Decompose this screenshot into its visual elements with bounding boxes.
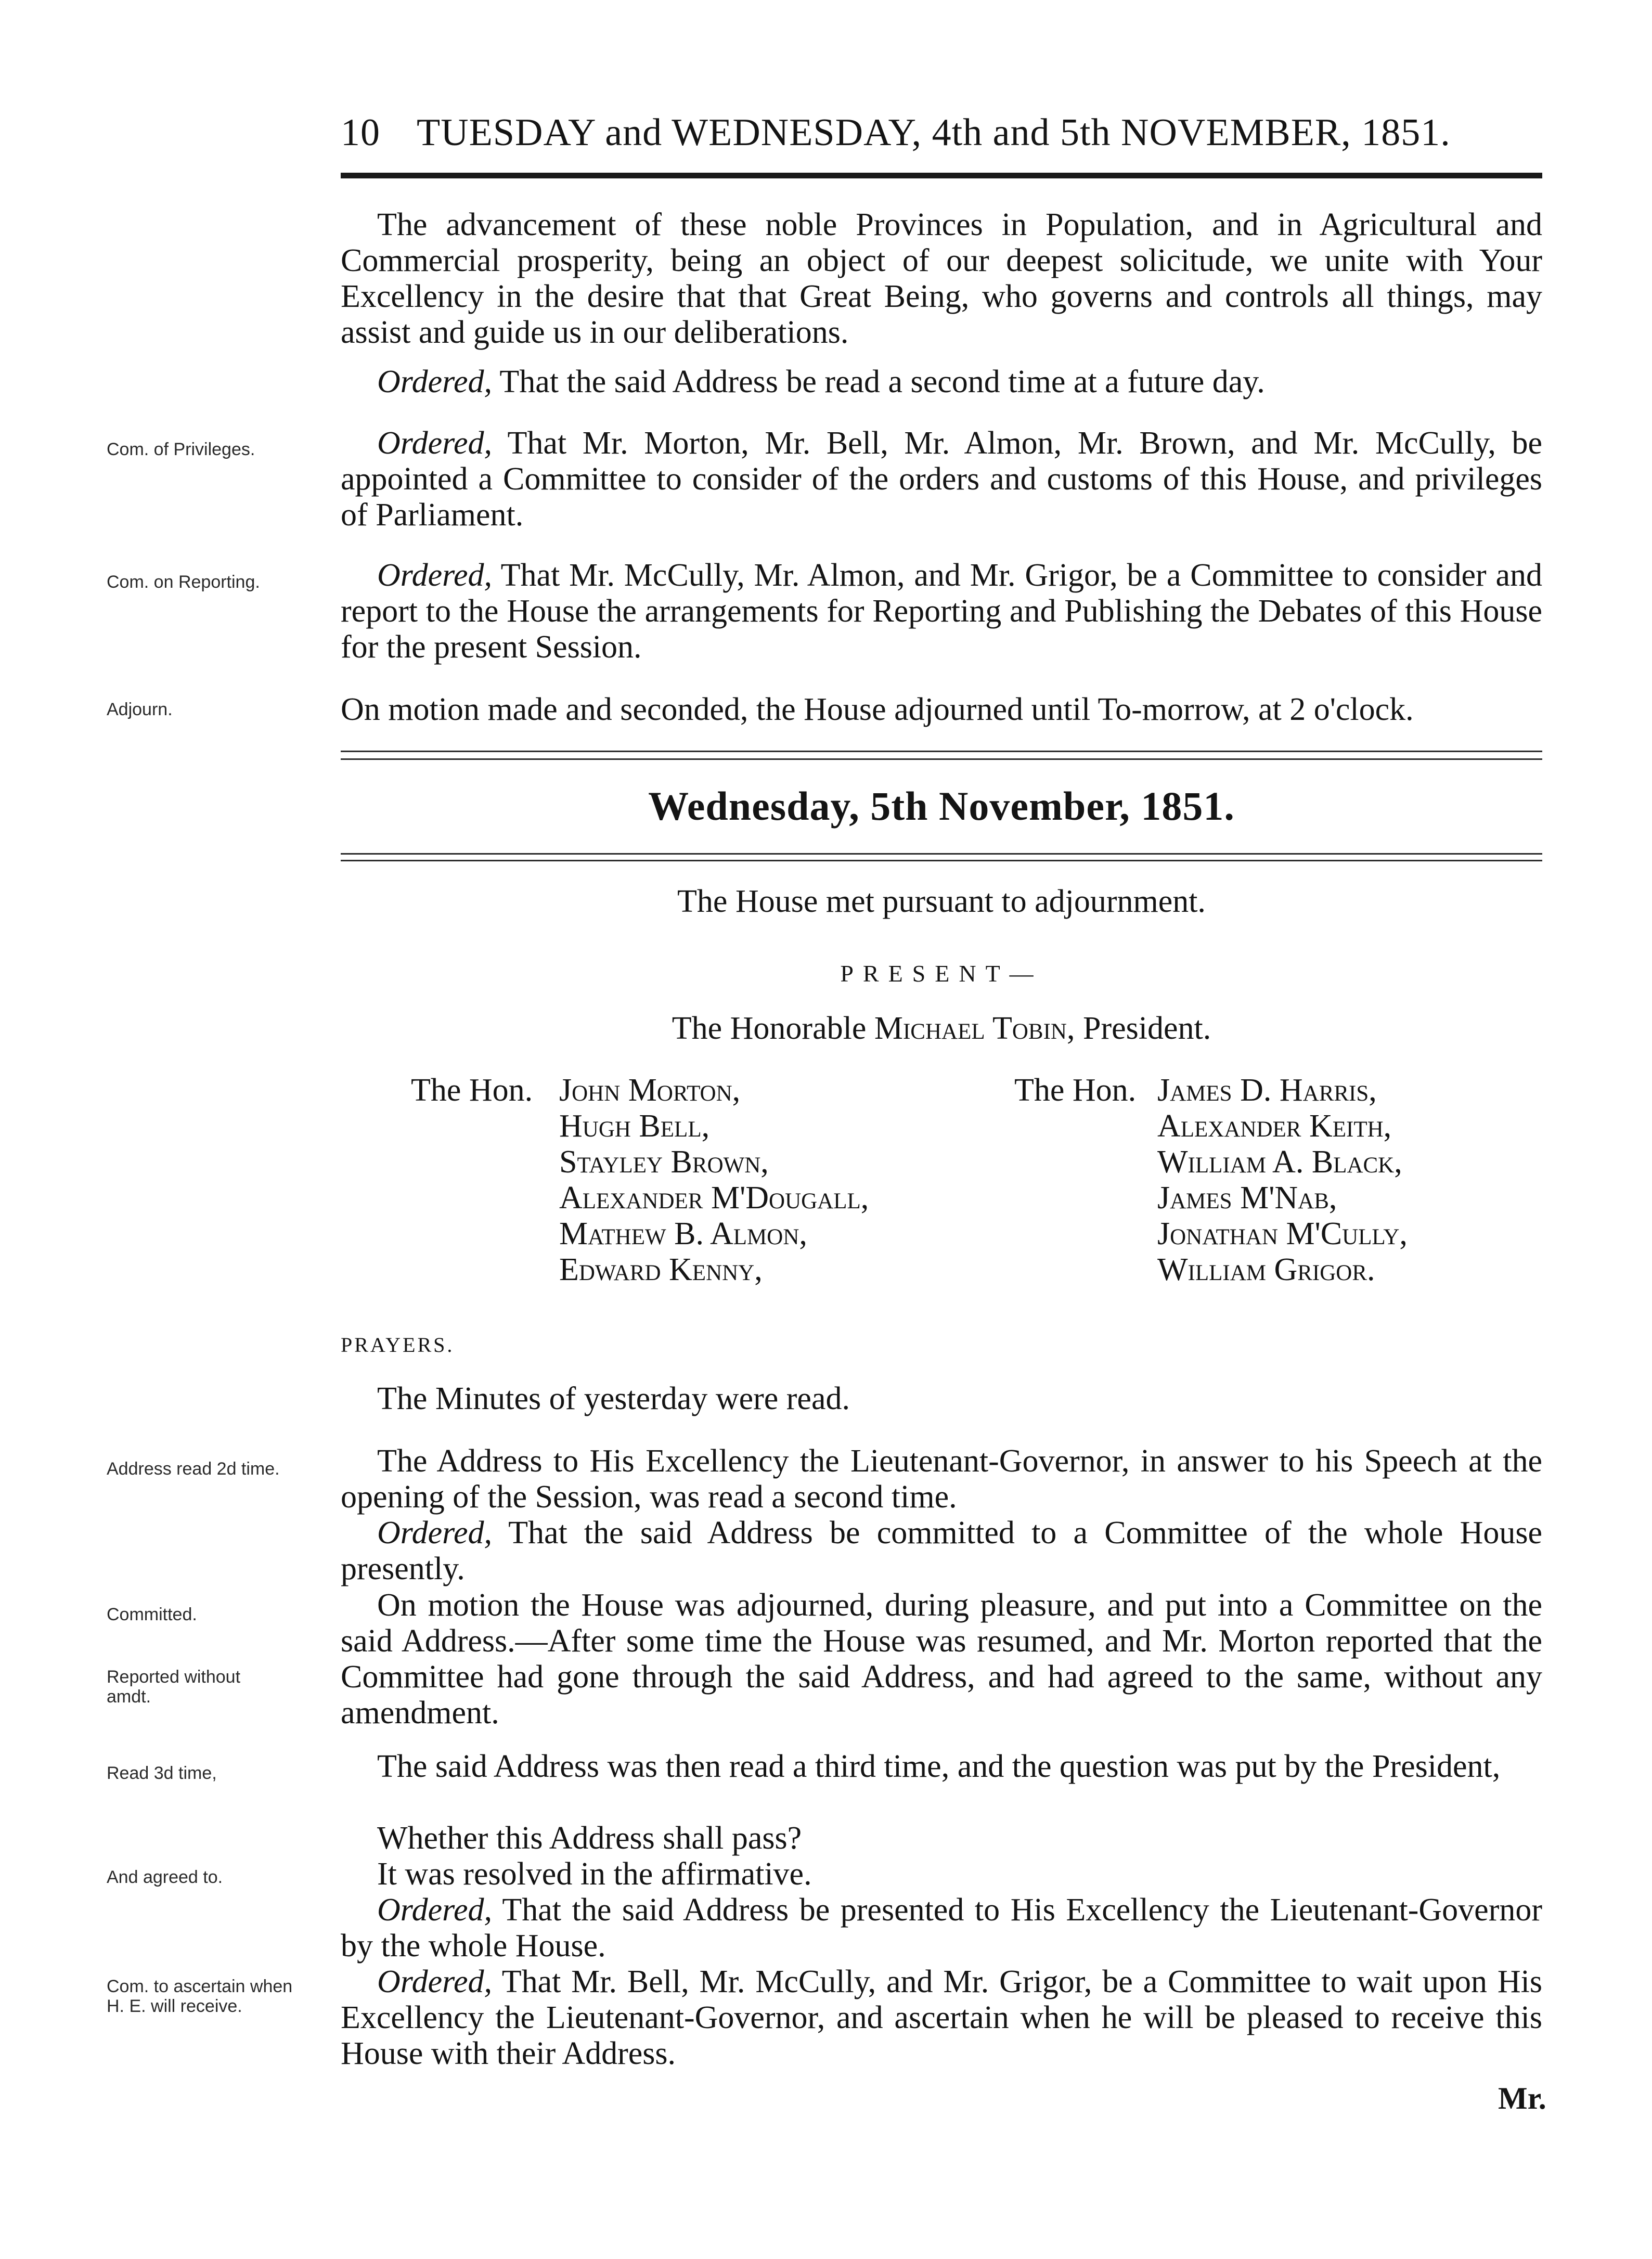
third-reading-paragraph: The said Address was then read a third time, and the question was put by the President,: [377, 1749, 1501, 1784]
header-rule: [341, 173, 1542, 178]
president-name: Michael Tobin: [874, 1011, 1067, 1046]
margin-note-reported: Reported without amdt.: [107, 1667, 241, 1707]
ordered-label: Ordered,: [377, 1964, 492, 1999]
member-name: Stayley Brown,: [559, 1144, 769, 1180]
house-met: The House met pursuant to adjournment.: [677, 884, 1206, 919]
page-number: 10: [341, 111, 380, 154]
divider-rule: [341, 758, 1542, 760]
member-name: James M'Nab,: [1157, 1180, 1337, 1216]
member-name: Alexander M'Dougall,: [559, 1180, 869, 1216]
margin-note-reporting: Com. on Reporting.: [107, 572, 260, 592]
header-title: TUESDAY and WEDNESDAY, 4th and 5th NOVEMBER, 1851.: [417, 111, 1451, 154]
adjourn-paragraph: On motion made and seconded, the House adjourned until To-morrow, at 2 o'clock.: [341, 692, 1414, 727]
opening-paragraph: The advancement of these noble Provinces in Population, and in Agricultural and Commercial prosperity, being an object of our deepest solicitude, we unite with Your Excellency in the desire that that Great Being, who governs and controls all things, may assist and guide us in our deliberations.: [341, 207, 1542, 350]
president-suffix: , President.: [1066, 1011, 1211, 1046]
member-name: James D. Harris,: [1157, 1073, 1377, 1108]
resolved-line: It was resolved in the affirmative.: [377, 1856, 812, 1892]
ordered-text: That the said Address be read a second time at a future day.: [492, 364, 1265, 399]
privileges-text: That Mr. Morton, Mr. Bell, Mr. Almon, Mr. Brown, and Mr. McCully, be appointed a Committee to consider of the orders and customs of this House, and privileges of Parliament.: [341, 425, 1542, 533]
divider-rule: [341, 853, 1542, 855]
margin-note-agreed: And agreed to.: [107, 1867, 223, 1887]
committed-order-text: That the said Address be committed to a Committee of the whole House presently.: [341, 1515, 1542, 1586]
running-header: [341, 104, 1542, 161]
ordered-second-reading: [341, 364, 1542, 400]
members-prefix-right: The Hon.: [1014, 1073, 1137, 1108]
margin-note-address-read: Address read 2d time.: [107, 1459, 280, 1479]
member-name: Hugh Bell,: [559, 1108, 710, 1144]
presented-order-paragraph: [341, 1892, 1542, 1964]
margin-note-committed: Committed.: [107, 1605, 197, 1624]
reporting-text: That Mr. McCully, Mr. Almon, and Mr. Grigor, be a Committee to consider and report to the House the arrangements for Reporting and Publishing the Debates of this House for the present Session.: [341, 558, 1542, 665]
reporting-paragraph: [341, 558, 1542, 665]
member-name: Alexander Keith,: [1157, 1108, 1392, 1144]
day-heading: Wednesday, 5th November, 1851.: [648, 783, 1235, 829]
member-name: William Grigor.: [1157, 1252, 1375, 1287]
prayers-label: PRAYERS.: [341, 1333, 455, 1357]
margin-note-third-reading: Read 3d time,: [107, 1763, 217, 1783]
member-name: Mathew B. Almon,: [559, 1216, 807, 1251]
divider-rule: [341, 860, 1542, 861]
ascertain-paragraph: [341, 1964, 1542, 2072]
committee-paragraph: On motion the House was adjourned, during pleasure, and put into a Committee on the said Address.—After some time the House was resumed, and Mr. Morton reported that the Committee had gone through the said Address, and had agreed to the same, without any amendment.: [341, 1587, 1542, 1731]
margin-note-adjourn: Adjourn.: [107, 700, 173, 719]
question-line: Whether this Address shall pass?: [377, 1821, 802, 1856]
margin-note-privileges: Com. of Privileges.: [107, 440, 255, 459]
divider-rule: [341, 751, 1542, 752]
presented-order-text: That the said Address be presented to His Excellency the Lieutenant-Governor by the whole House.: [341, 1892, 1542, 1964]
ascertain-text: That Mr. Bell, Mr. McCully, and Mr. Grigor, be a Committee to wait upon His Excellency the Lieutenant-Governor, and ascertain when he will be pleased to receive this House with their Address.: [341, 1964, 1542, 2071]
ordered-label: Ordered,: [377, 1892, 492, 1928]
members-right-list: [1157, 1073, 1408, 1288]
member-name: John Morton,: [559, 1073, 741, 1108]
privileges-paragraph: [341, 425, 1542, 533]
members-left-list: [559, 1073, 869, 1288]
ordered-label: Ordered,: [377, 1515, 492, 1551]
minutes-paragraph: The Minutes of yesterday were read.: [377, 1381, 850, 1416]
ordered-label: Ordered,: [377, 364, 492, 399]
member-name: Edward Kenny,: [559, 1252, 763, 1287]
present-label: PRESENT—: [840, 960, 1043, 987]
president-line: [341, 1010, 1542, 1047]
margin-note-ascertain: Com. to ascertain when H. E. will receive.: [107, 1977, 293, 2016]
member-name: Jonathan M'Cully,: [1157, 1216, 1408, 1251]
address-read-paragraph: The Address to His Excellency the Lieutenant-Governor, in answer to his Speech at the opening of the Session, was read a second time.: [341, 1443, 1542, 1515]
ordered-label: Ordered,: [377, 558, 492, 593]
ordered-label: Ordered,: [377, 425, 492, 461]
member-name: William A. Black,: [1157, 1144, 1402, 1180]
catchword: Mr.: [1498, 2081, 1546, 2115]
president-prefix: The Honorable: [672, 1011, 874, 1046]
committed-order-paragraph: [341, 1515, 1542, 1587]
members-prefix-left: The Hon.: [411, 1073, 533, 1108]
